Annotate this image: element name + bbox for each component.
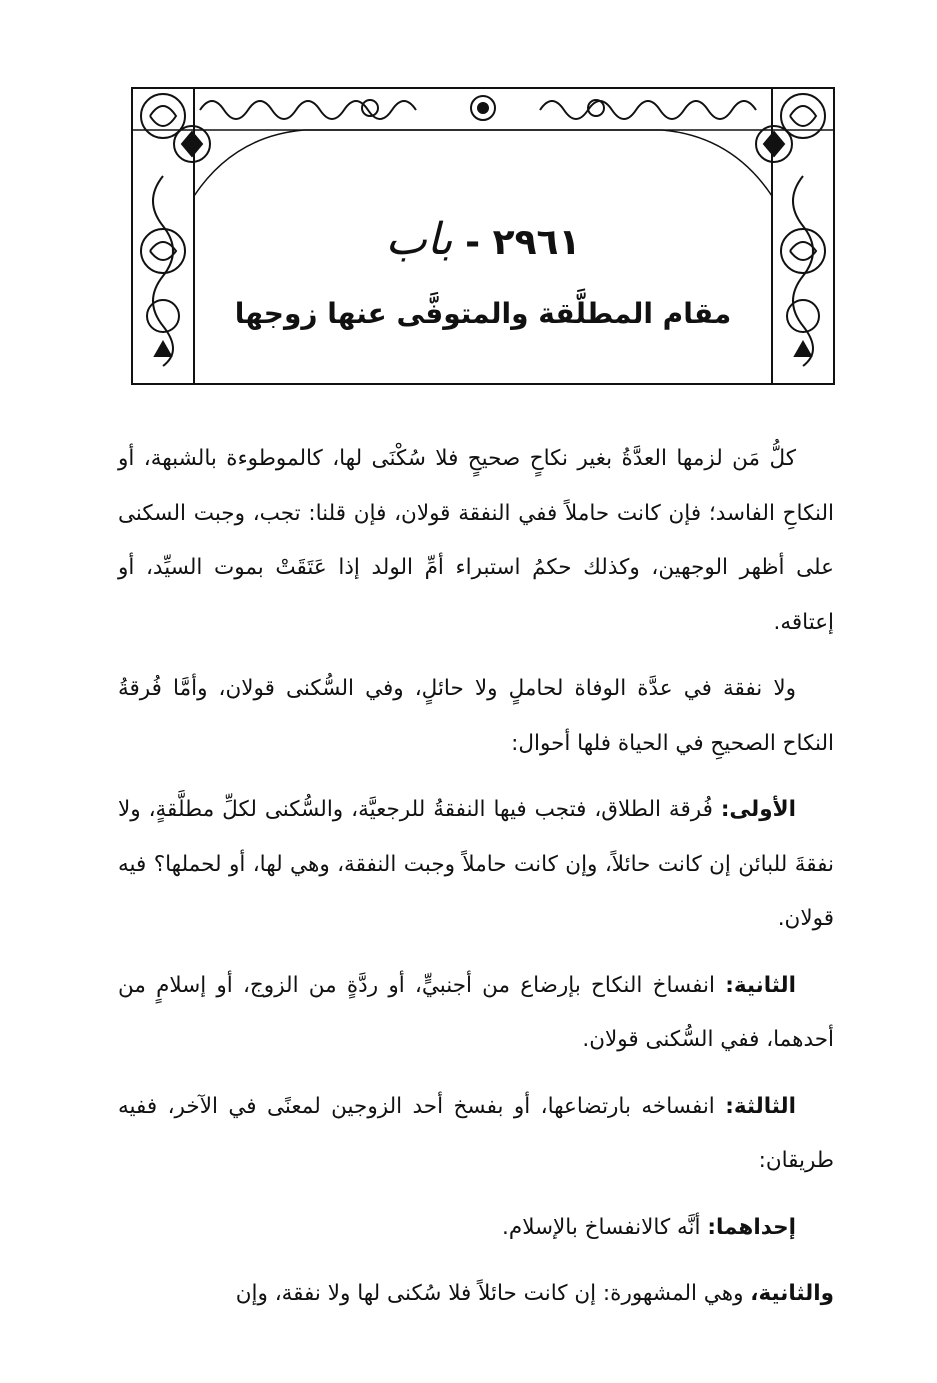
paragraph-7 <box>118 1267 834 1322</box>
chapter-subtitle: مقام المطلَّقة والمتوفَّى عنها زوجها <box>234 297 732 330</box>
chapter-number: ٢٩٦١ - <box>465 222 581 263</box>
chapter-word: باب <box>385 214 453 265</box>
paragraph-5 <box>118 1080 834 1189</box>
body-text <box>118 432 834 1334</box>
paragraph-text: كلُّ مَن لزمها العدَّةُ بغير نكاحٍ صحيحٍ فلا سُكْنَى لها، كالموطوءة بالشبهة، أو النكاحِ الفاسد؛ فإن كانت حاملاً ففي النفقة قولان، فإن قلنا: تجب، وجبت السكنى على أظهر الوجهين، وكذلك حكمُ استبراء أمِّ الولد إذا عَتَقَتْ بموت السيِّد، أو إعتاقه. <box>118 446 834 635</box>
paragraph-lead: الثالثة: <box>725 1093 796 1119</box>
paragraph-lead: والثانية، <box>750 1281 834 1306</box>
paragraph-3 <box>118 783 834 947</box>
paragraph-text: وهي المشهورة: إن كانت حائلاً فلا سُكنى لها ولا نفقة، وإن <box>235 1281 751 1306</box>
paragraph-text: أنَّه كالانفساخ بالإسلام. <box>502 1214 708 1240</box>
paragraph-lead: إحداهما: <box>707 1214 796 1240</box>
paragraph-6 <box>118 1201 834 1256</box>
paragraph-text: انفساخ النكاح بإرضاع من أجنبيٍّ، أو ردَّةٍ من الزوج، أو إسلامٍ من أحدهما، ففي السُّكنى قولان. <box>118 972 834 1052</box>
paragraph-lead: الأولى: <box>720 797 796 822</box>
paragraph-4 <box>118 959 834 1068</box>
paragraph-text: فُرقة الطلاق، فتجب فيها النفقةُ للرجعيَّة، والسُّكنى لكلِّ مطلَّقةٍ، ولا نفقةَ للبائن إن كانت حائلاً، وإن كانت حاملاً وجبت النفقة، وهي لها، أو لحملها؟ فيه قولان. <box>118 797 834 931</box>
paragraph-2 <box>118 662 834 771</box>
paragraph-1 <box>118 432 834 650</box>
paragraph-text: ولا نفقة في عدَّة الوفاة لحاملٍ ولا حائلٍ، وفي السُّكنى قولان، وأمَّا فُرقةُ النكاح الصحيحِ في الحياة فلها أحوال: <box>118 676 834 756</box>
paragraph-text: انفساخه بارتضاعها، أو بفسخ أحد الزوجين لمعنًى في الآخر، ففيه طريقان: <box>118 1093 834 1173</box>
chapter-heading <box>130 212 836 271</box>
paragraph-lead: الثانية: <box>725 972 796 998</box>
